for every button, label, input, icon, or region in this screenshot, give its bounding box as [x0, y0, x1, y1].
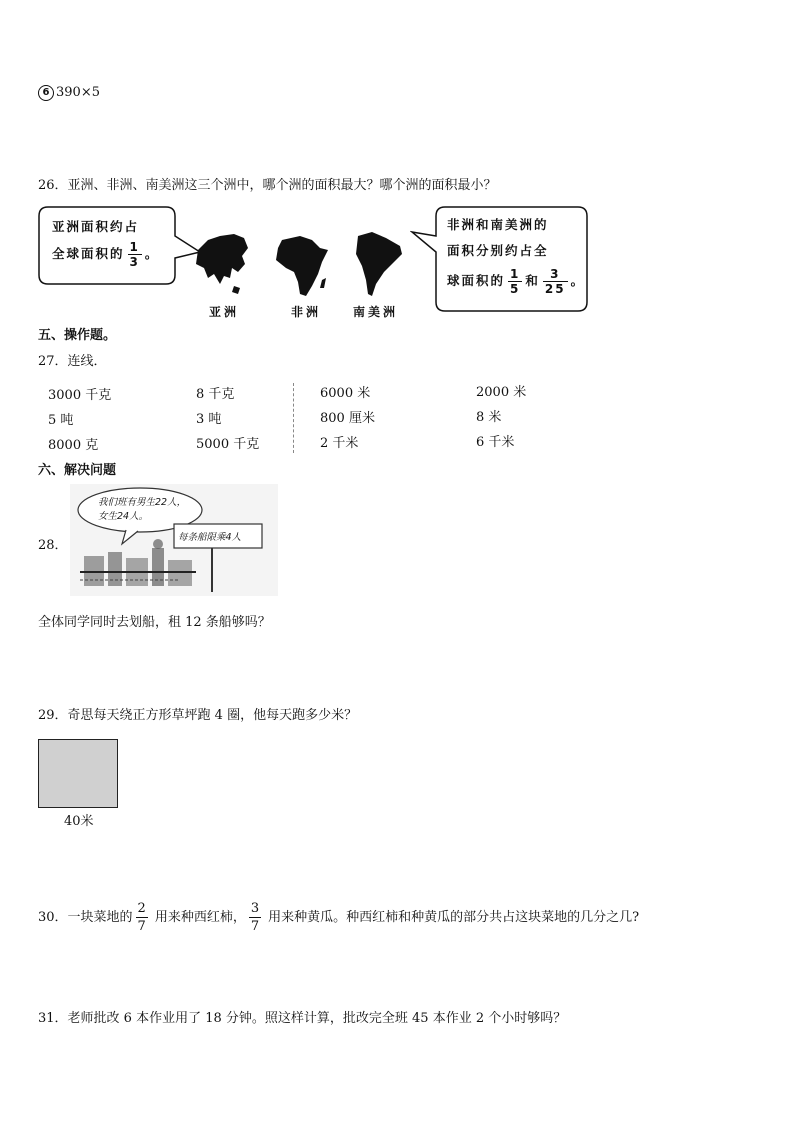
- south-america-label: 南美洲: [353, 305, 399, 319]
- right-bubble-line1: 非洲和南美洲的: [447, 217, 549, 232]
- question-29-text: 29．奇思每天绕正方形草坪跑 4 圈，他每天跑多少米？: [38, 708, 358, 723]
- unit-item[interactable]: 6 千米: [476, 435, 515, 450]
- south-america-map-image: [350, 228, 410, 300]
- unit-item[interactable]: 2 千米: [320, 436, 359, 451]
- fraction-three-sevenths: $\frac{3}{7}$: [250, 901, 260, 934]
- left-bubble-text: [52, 214, 159, 269]
- africa-map-image: [272, 232, 332, 300]
- africa-label: 非洲: [291, 305, 322, 319]
- item-6-expression: 390×5: [56, 85, 100, 100]
- question-31-text: 31．老师批改 6 本作业用了 18 分钟。照这样计算，批改完全班 45 本作业 2 个小时够吗？: [38, 1011, 567, 1026]
- square-side-label: 40米: [64, 814, 94, 829]
- unit-item[interactable]: 5000 千克: [196, 437, 260, 452]
- unit-item[interactable]: 800 厘米: [320, 411, 375, 426]
- square-lawn: [38, 739, 118, 808]
- section-5-heading: 五、操作题。: [38, 328, 117, 343]
- question-26-text: 26．亚洲、非洲、南美洲这三个洲中，哪个洲的面积最大？哪个洲的面积最小？: [38, 178, 497, 193]
- unit-item[interactable]: 8000 克: [48, 438, 99, 453]
- right-bubble-text: [447, 212, 585, 298]
- left-bubble-line2: 全球面积的 $\frac{1}{3}$ 。: [52, 240, 160, 269]
- asia-map-image: [190, 228, 250, 300]
- question-28-text: 全体同学同时去划船，租 12 条船够吗？: [38, 615, 271, 630]
- question-27-text: 27．连线．: [38, 354, 107, 369]
- boat-scene-image: [70, 484, 278, 596]
- speech-text: 我们班有男生22人， 女生24人。: [98, 497, 187, 522]
- right-bubble-line3: 球面积的 $\frac{1}{5}$ 和 $\frac{3}{25}$ 。: [447, 267, 586, 296]
- divider: [293, 383, 294, 453]
- fraction-one-fifth: $\frac{1}{5}$: [510, 267, 521, 296]
- unit-item[interactable]: 2000 米: [476, 385, 527, 400]
- unit-item[interactable]: 8 千克: [196, 387, 235, 402]
- fraction-three-twentyfifths: $\frac{3}{25}$: [544, 267, 566, 296]
- asia-label: 亚洲: [209, 305, 240, 319]
- boat-sign-text: 每条船限乘4人: [178, 532, 242, 543]
- unit-item[interactable]: 5 吨: [48, 413, 74, 428]
- unit-item[interactable]: 8 米: [476, 410, 502, 425]
- right-bubble-line2: 面积分别约占全: [447, 243, 549, 258]
- fraction-two-sevenths: $\frac{2}{7}$: [137, 901, 146, 934]
- fraction-one-third: $\frac{1}{3}$: [129, 240, 140, 269]
- unit-item[interactable]: 3000 千克: [48, 388, 112, 403]
- circled-number: 6: [38, 85, 54, 101]
- unit-item[interactable]: 3 吨: [196, 412, 222, 427]
- question-30-text: 30．一块菜地的 $\frac{2}{7}$ 用来种西红柿， $\frac{3}{7}$ 用来种黄瓜。种西红柿和种黄瓜的部分共占这块菜地的几分之几?: [38, 901, 640, 934]
- item-6: [38, 84, 100, 102]
- question-28-number: 28．: [38, 538, 68, 553]
- section-6-heading: 六、解决问题: [38, 463, 117, 478]
- unit-item[interactable]: 6000 米: [320, 386, 371, 401]
- left-bubble-line1: 亚洲面积约占: [52, 219, 140, 234]
